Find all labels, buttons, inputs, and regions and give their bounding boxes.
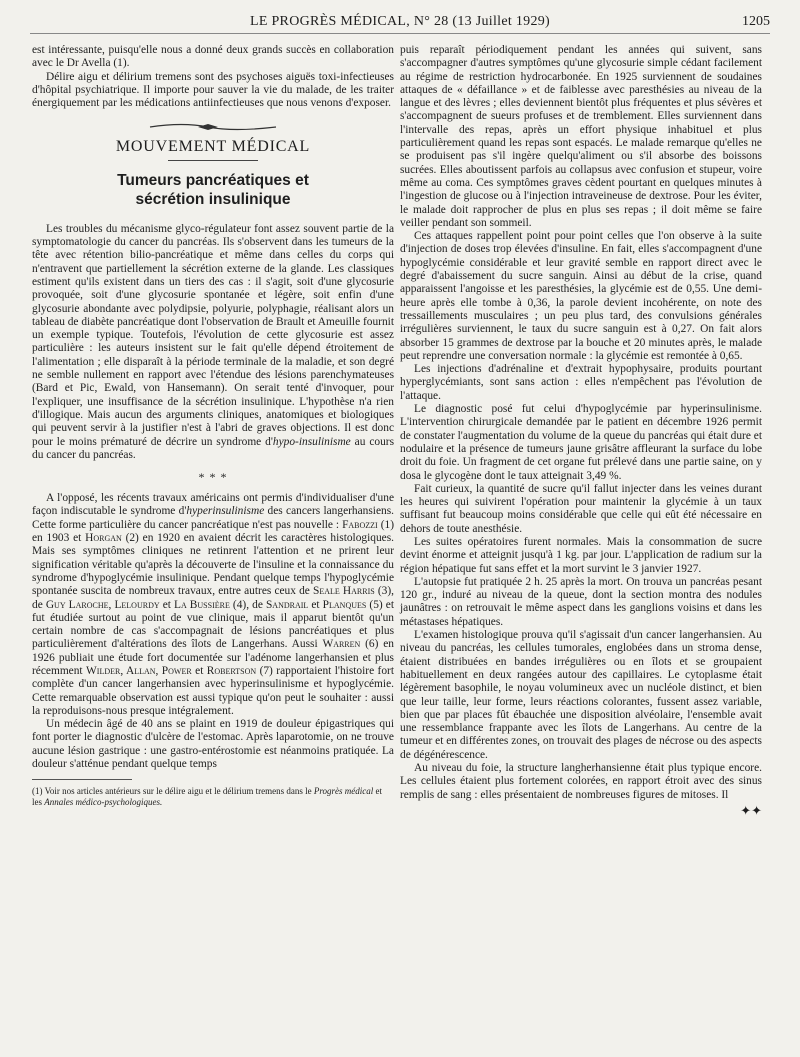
paragraph: puis reparaît périodiquement pendant les années qui suivent, sans s'accompagner d'autres symptômes qu'une glycosurie simple cédant facilement au régime de restriction hydrocarbonée. En 1925 surviennent de soudaines attaques de « défaillance » et de faiblesse avec paresthésies au niveau de la langue et des lèvres ; elles deviennent bientôt plus fréquentes et plus sévères et s'accompagnent de sueurs profuses et de tremblement. Elles surviennent dans l'intervalle des repas, après un effort physique inhabituel et plus particulièrement quand les repas sont espacés. Le malade remarque qu'elles ne se produisent pas s'il ingère quelqu'aliment ou s'il absorbe des boissons sucrées. Elles aboutissent parfois au collapsus avec confusion et stupeur, voire même au coma. Ces symptômes graves cèdent pourtant en quelques minutes à l'ingestion de glucose ou à l'injection intraveineuse de dextrose. Pour les éviter, le malade doit rapprocher de plus en plus ses repas ; il doit même se faire veiller pendant son sommeil. bbox=[400, 44, 762, 229]
right-column bbox=[400, 44, 762, 817]
asterism: * * * bbox=[198, 470, 228, 485]
paragraph: A l'opposé, les récents travaux américains ont permis d'individualiser d'une façon indiscutable le syndrome d'hyperinsulinisme des cancers langerhansiens. Cette forme particulière du cancer pancréatique n'est pas nouvelle : Fabozzi (1) en 1903 et Horgan (2) en 1920 en avaient décrit les caractères histologiques. Mais ses symptômes cliniques ne retinrent l'attention et ne prirent leur signification véritable qu'après la découverte de l'insuline et la connaissance du syndrome d'hypoglycémie insulinique. Pendant quelque temps l'hypoglycémie spontanée suscita de nombreux travaux, entre autres ceux de Seale Harris (3), de Guy Laroche, Lelourdy et La Bussière (4), de Sandrail et Planques (5) et fut étudiée surtout au point de vue clinique, mais il apparut bientôt qu'un certain nombre de cas s'accompagnait de lésions pancréatiques et plus particulièrement d'altérations des îlots de Langerhans. Aussi Warren (6) en 1926 publiait une étude fort documentée sur l'adénome langerhansien et plus récemment Wilder, Allan, Power et Robertson (7) rapportaient l'histoire fort complète d'un cancer langerhansien avec hyperinsulinisme et hypoglycémie. Cette remarquable observation est aussi typique qu'on peut le souhaiter : aussi la reproduisons-nous presque intégralement. bbox=[32, 492, 395, 717]
article-title bbox=[32, 171, 394, 209]
paragraph: Les troubles du mécanisme glyco-régulateur font assez souvent partie de la symptomatologie du cancer du pancréas. Ils s'observent dans les tumeurs de la tête avec rétention bilio-pancréatique et même dans celles du corps qui n'entravent que partiellement la sécrétion externe de la glande. Les classiques estiment qu'ils existent dans un tiers des cas : il s'agit, soit d'une glycosurie provoquée, soit d'une glycosurie spontanée et légère, soit enfin d'une glycosurie abondante avec polydipsie, polyurie, polyphagie, réalisant alors un tableau de diabète pancréatique dont l'observation de Brault et Ameuille fournit un exemple typique. Toutefois, l'évolution de cette glycosurie est assez particulière : les auteurs insistent sur le fait qu'elle dépend étroitement de l'alimentation ; elle disparaît à la période terminale de la maladie, et son degré ne semble nullement en rapport avec l'étendue des lésions parenchymateuses (Bard et Pic, Ewald, von Hansemann). On serait tenté d'invoquer, pour l'expliquer, une insuffisance de la sécrétion insulinique. L'hypothèse n'a rien d'illogique. Mais aucun des arguments cliniques, anatomiques et biologiques qui peuvent servir à la justifier n'est à l'abri de graves objections. Il est donc pour le moins prématuré de décrire un syndrome d'hypo-insulinisme au cours du cancer du pancréas. bbox=[32, 222, 394, 461]
footnote-divider bbox=[32, 779, 132, 780]
left-column bbox=[32, 44, 394, 808]
divider bbox=[168, 160, 258, 161]
paragraph: Ces attaques rappellent point pour point celles que l'on observe à la suite d'injection de doses trop élevées d'insuline. En fait, elles s'accompagnent d'une hypoglycémie considérable et leur gravité semble en rapport direct avec le degré d'abaissement du sucre sanguin. Ainsi au début de la crise, quand apparaissent l'angoisse et les paresthésies, la glycémie est de 0,55. Une demi-heure après elle tombe à 0,36, la parole devient incohérente, on note des tressaillements musculaires ; un peu plus tard, des convulsions générales irrégulières surviennent, le taux du sucre sanguin est à 0,27. On fait alors absorber 15 grammes de dextrose par la bouche et 20 minutes après, le malade peut reprendre une conversation normale : la glycémie est remontée à 0,65. bbox=[400, 230, 762, 362]
paragraph: Délire aigu et délirium tremens sont des psychoses aiguës toxi-infectieuses d'hôpital psychiatrique. Il importe pour sauver la vie du malade, de les traiter énergiquement par les médications antiinfectieuses que nous venons d'exposer. bbox=[32, 70, 394, 110]
end-ornament: ✦✦ bbox=[740, 802, 762, 818]
section-title: MOUVEMENT MÉDICAL bbox=[115, 138, 311, 156]
paragraph: Un médecin âgé de 40 ans se plaint en 1919 de douleur épigastriques qui font porter le diagnostic d'ulcère de l'estomac. Après laparotomie, on ne trouve aucune lésion gastrique : une gastro-entérostomie est néanmoins pratiquée. La douleur s'atténue pendant quelque temps bbox=[32, 718, 394, 771]
paragraph: Les suites opératoires furent normales. Mais la consommation de sucre devint énorme et atteignit jusqu'à 1 kg. par jour. L'application de radium sur la région hépatique fut sans effet et la mort survint le 3 janvier 1927. bbox=[400, 535, 762, 575]
article-title-line: sécrétion insulinique bbox=[135, 190, 291, 208]
page-number: 1205 bbox=[742, 14, 770, 29]
paragraph: L'examen histologique prouva qu'il s'agissait d'un cancer langerhansien. Au niveau du pancréas, les cellules tumorales, englobées dans un stroma dense, étaient distribuées en bandes irrégulières ou en îlots et se groupaient habituellement en deux rangées autour des capillaires. Le cytoplasme était légèrement basophile, le noyau volumineux avec un nucléole distinct, et bien que leur taille, leur forme, leurs réactions colorantes, fussent assez variable, bien que par places fût ébauchée une disposition alvéolaire, l'ensemble avait une ressemblance frappante avec les îlots de Langerhans. Au centre de la tumeur et en différentes zones, on trouvait des plages de nécrose ou des aspects de dégénérescence. bbox=[400, 629, 762, 761]
journal-title: LE PROGRÈS MÉDICAL, N° 28 (13 Juillet 1929) bbox=[249, 14, 551, 29]
paragraph: L'autopsie fut pratiquée 2 h. 25 après la mort. On trouva un pancréas pesant 120 gr., induré au niveau de la queue, dont la section montra des nodules jaunâtres : on retrouvait le même aspect dans les ganglions voisins et dans les métastases hépatiques. bbox=[400, 575, 762, 628]
running-header bbox=[30, 12, 770, 34]
decorative-swash-icon bbox=[32, 118, 394, 136]
paragraph: Au niveau du foie, la structure langherhansienne était plus typique encore. Les cellules étaient plus fortement colorées, en rapport étroit avec des sinus remplis de sang : elles présentaient de nombreuses figures de mitoses. Il bbox=[400, 762, 762, 801]
paragraph: Les injections d'adrénaline et d'extrait hypophysaire, produits pourtant hyperglycémiants, sont sans action : elles n'empêchent pas l'évolution de l'attaque. bbox=[400, 363, 762, 402]
article-title-line: Tumeurs pancréatiques et bbox=[117, 171, 309, 189]
paragraph: est intéressante, puisqu'elle nous a donné deux grands succès en collaboration avec le Dr Avella (1). bbox=[32, 44, 394, 70]
paragraph: Le diagnostic posé fut celui d'hypoglycémie par hyperinsulinisme. L'intervention chirurgicale demandée par le patient en décembre 1926 permit de constater l'augmentation du volume de la queue du pancréas qui était dure et nodulaire et la présence de tumeurs jaune grisâtre affleurant la surface du lobe droit du foie. Un fragment de cet organe fut prélevé dans une partie saine, on y dosa le glycogène dont le taux atteignait 3,49 %. bbox=[400, 403, 762, 482]
footnote: (1) Voir nos articles antérieurs sur le délire aigu et le délirium tremens dans le Progrès médical et les Annales médico-psychologiques. bbox=[32, 786, 382, 808]
paragraph: Fait curieux, la quantité de sucre qu'il fallut injecter dans les veines durant les heures qui suivirent l'opération pour maintenir la glycémie à un taux suffisant fut beaucoup moins considérable que celle qui eût été nécessaire en dehors de toute anesthésie. bbox=[400, 482, 762, 535]
